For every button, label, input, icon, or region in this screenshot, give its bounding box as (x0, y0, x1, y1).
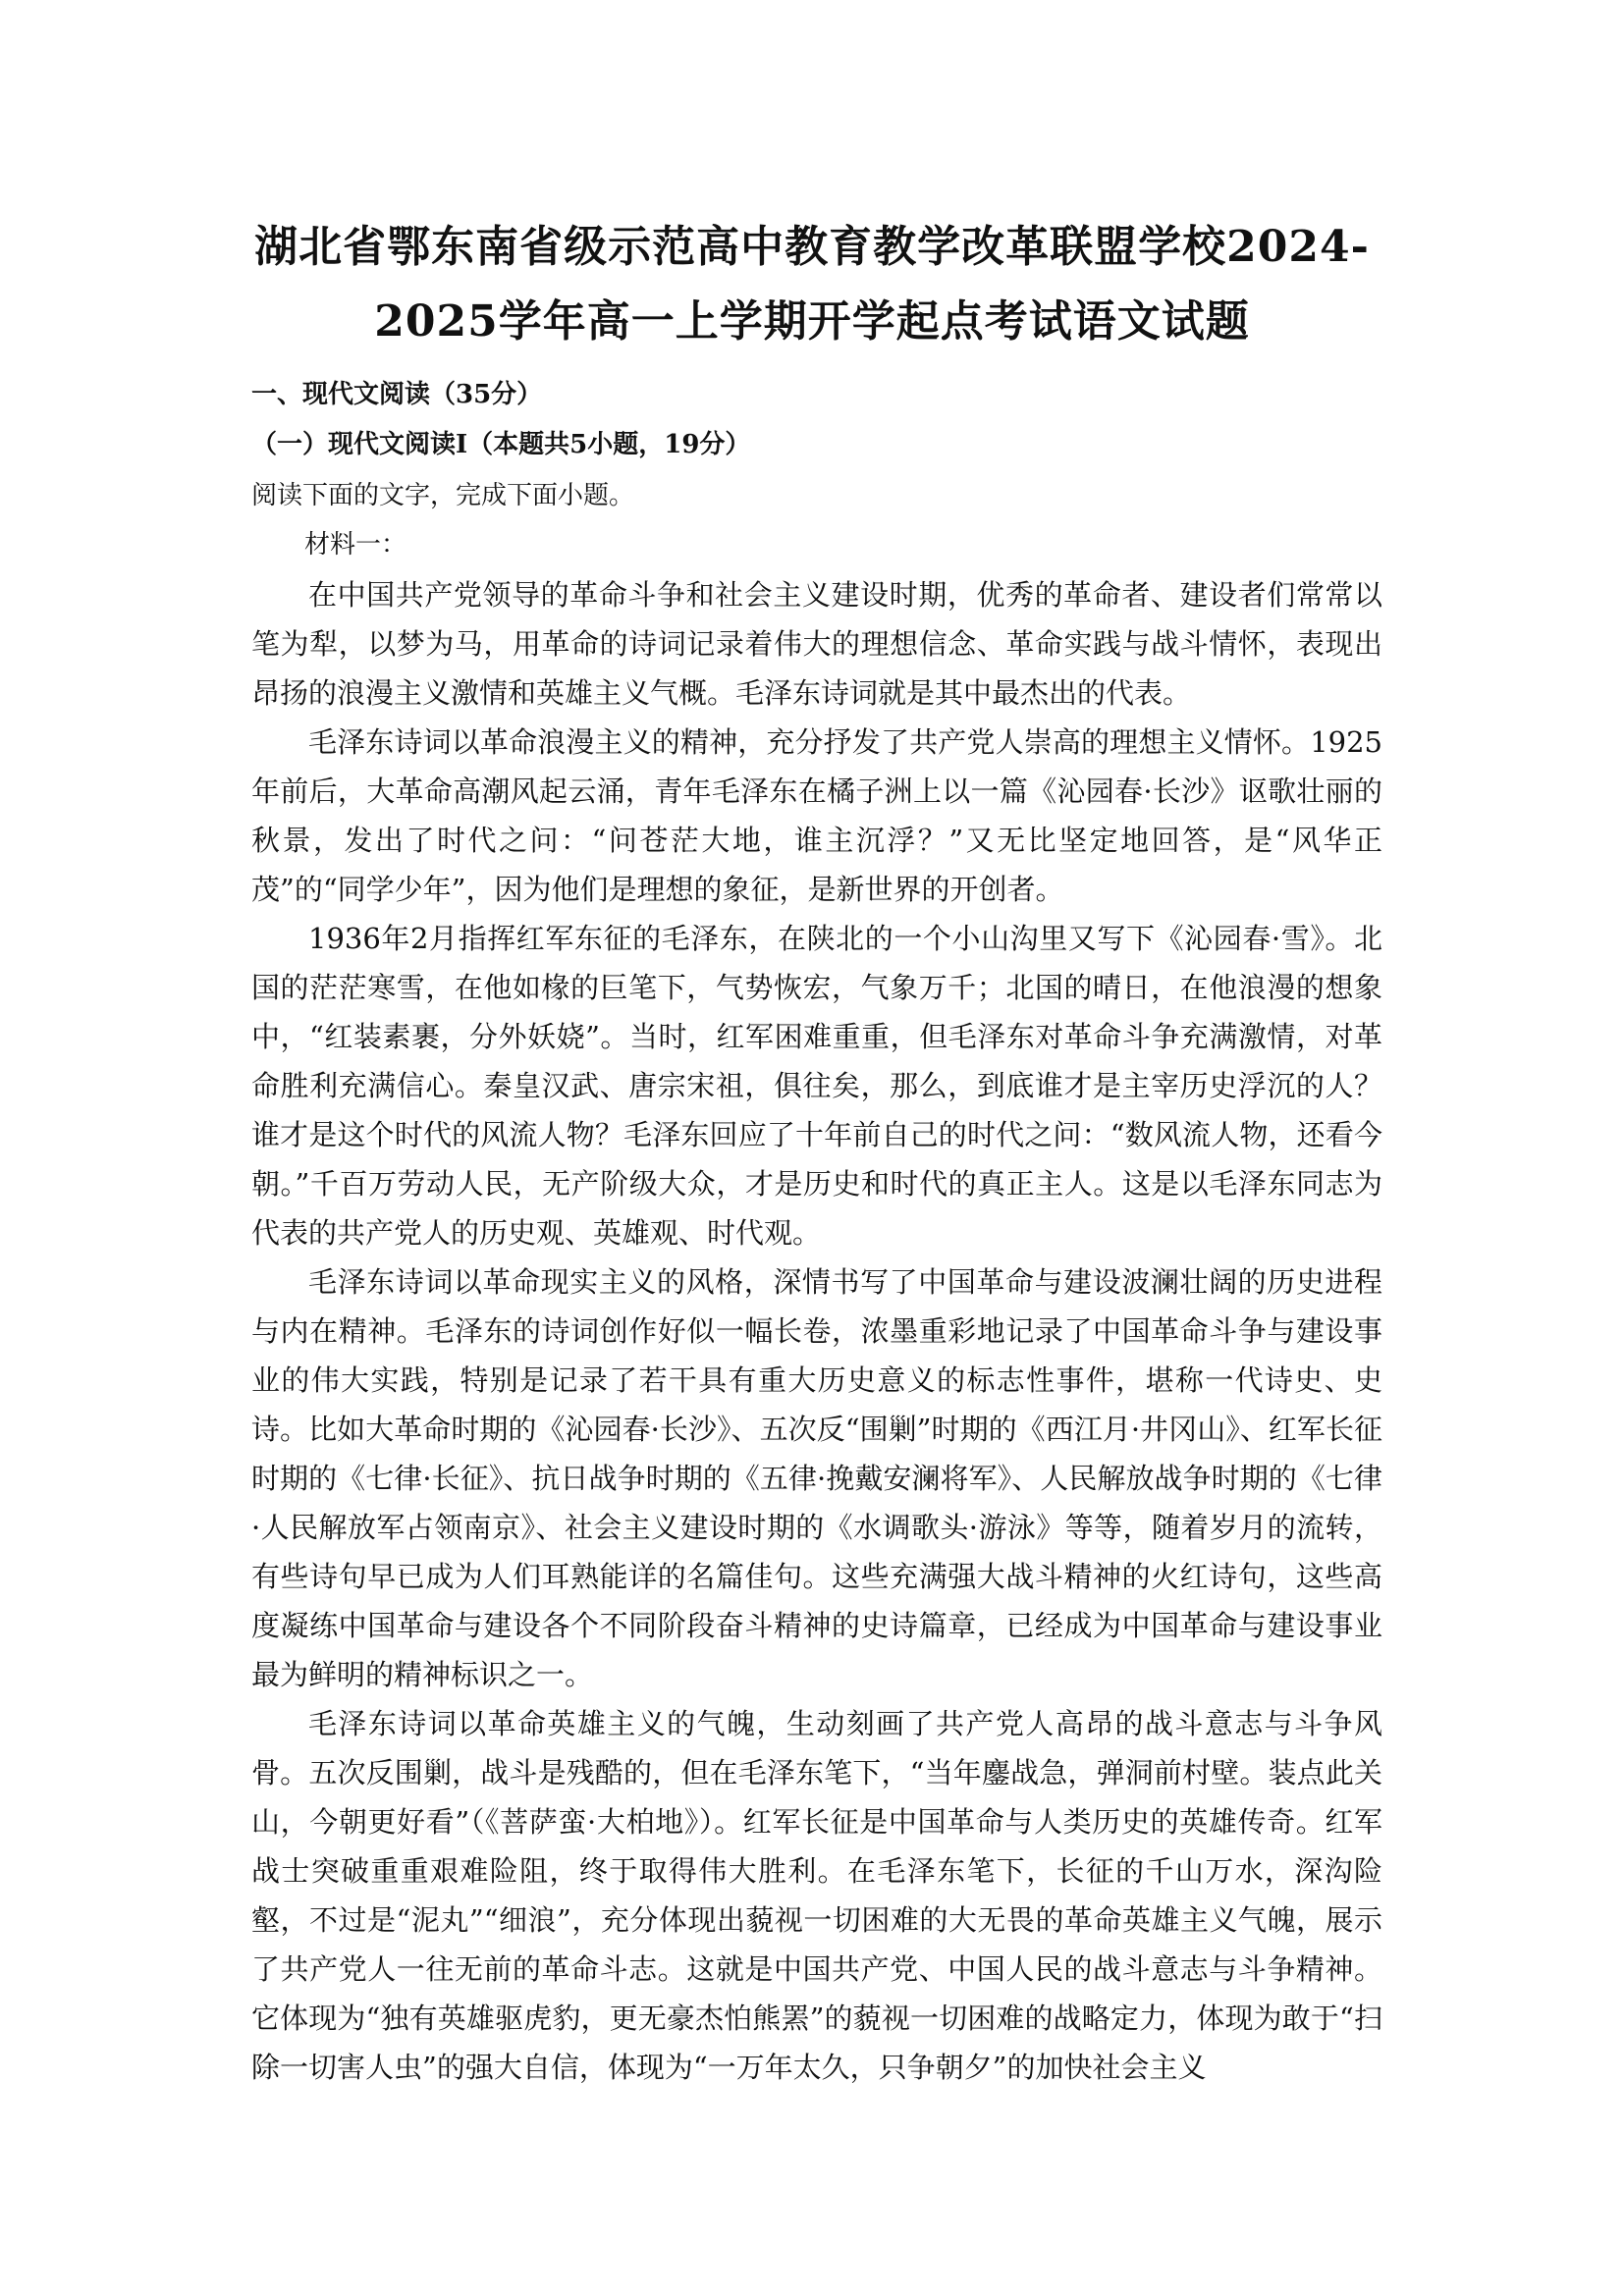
paragraph-3: 1936年2月指挥红军东征的毛泽东，在陕北的一个小山沟里又写下《沁园春·雪》。北国的茫茫寒雪，在他如椽的巨笔下，气势恢宏，气象万千；北国的晴日，在他浪漫的想象中，“红装素裹，分外妖娆”。当时，红军困难重重，但毛泽东对革命斗争充满激情，对革命胜利充满信心。秦皇汉武、唐宗宋祖，俱往矣，那么，到底谁才是主宰历史浮沉的人？谁才是这个时代的风流人物？毛泽东回应了十年前自己的时代之问：“数风流人物，还看今朝。”千百万劳动人民，无产阶级大众，才是历史和时代的真正主人。这是以毛泽东同志为代表的共产党人的历史观、英雄观、时代观。 (251, 922, 1382, 1250)
exam-title-line2: 2025学年高一上学期开学起点考试语文试题 (374, 296, 1250, 347)
paragraph-4: 毛泽东诗词以革命现实主义的风格，深情书写了中国革命与建设波澜壮阔的历史进程与内在精神。毛泽东的诗词创作好似一幅长卷，浓墨重彩地记录了中国革命斗争与建设事业的伟大实践，特别是记录了若干具有重大历史意义的标志性事件，堪称一代诗史、史诗。比如大革命时期的《沁园春·长沙》、五次反“围剿”时期的《西江月·井冈山》、红军长征时期的《七律·长征》、抗日战争时期的《五律·挽戴安澜将军》、人民解放战争时期的《七律·人民解放军占领南京》、社会主义建设时期的《水调歌头·游泳》等等，随着岁月的流转，有些诗句早已成为人们耳熟能详的名篇佳句。这些充满强大战斗精神的火红诗句，这些高度凝练中国革命与建设各个不同阶段奋斗精神的史诗篇章，已经成为中国革命与建设事业最为鲜明的精神标识之一。 (251, 1265, 1382, 1691)
subsection-heading: （一）现代文阅读Ⅰ（本题共5小题，19分） (251, 430, 751, 459)
paragraph-1: 在中国共产党领导的革命斗争和社会主义建设时期，优秀的革命者、建设者们常常以笔为犁，以梦为马，用革命的诗词记录着伟大的理想信念、革命实践与战斗情怀，表现出昂扬的浪漫主义激情和英雄主义气概。毛泽东诗词就是其中最杰出的代表。 (251, 578, 1382, 710)
material-label: 材料一： (304, 530, 407, 560)
section-heading: 一、现代文阅读（35分） (251, 380, 543, 409)
paragraph-2: 毛泽东诗词以革命浪漫主义的精神，充分抒发了共产党人崇高的理想主义情怀。1925年前后，大革命高潮风起云涌，青年毛泽东在橘子洲上以一篇《沁园春·长沙》讴歌壮丽的秋景，发出了时代之问：“问苍茫大地，谁主沉浮？”又无比坚定地回答，是“风华正茂”的“同学少年”，因为他们是理想的象征，是新世界的开创者。 (251, 725, 1382, 906)
instruction-text: 阅读下面的文字，完成下面小题。 (251, 481, 635, 510)
exam-title-line1: 湖北省鄂东南省级示范高中教育教学改革联盟学校2024- (254, 222, 1370, 272)
paragraph-5: 毛泽东诗词以革命英雄主义的气魄，生动刻画了共产党人高昂的战斗意志与斗争风骨。五次反围剿，战斗是残酷的，但在毛泽东笔下，“当年鏖战急，弹洞前村壁。装点此关山，今朝更好看”（《菩萨蛮·大柏地》）。红军长征是中国革命与人类历史的英雄传奇。红军战士突破重重艰难险阻，终于取得伟大胜利。在毛泽东笔下，长征的千山万水，深沟险壑，不过是“泥丸”“细浪”，充分体现出藐视一切困难的大无畏的革命英雄主义气魄，展示了共产党人一往无前的革命斗志。这就是中国共产党、中国人民的战斗意志与斗争精神。它体现为“独有英雄驱虎豹，更无豪杰怕熊罴”的藐视一切困难的战略定力，体现为敢于“扫除一切害人虫”的强大自信，体现为“一万年太久，只争朝夕”的加快社会主义 (251, 1707, 1382, 2084)
